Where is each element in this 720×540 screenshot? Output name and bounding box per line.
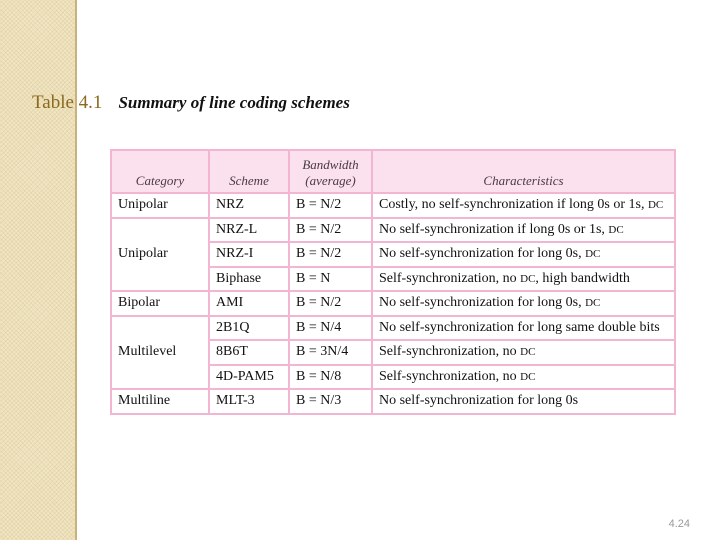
dc-label: DC xyxy=(585,248,601,261)
scheme-cell: 2B1Q xyxy=(209,316,289,341)
scheme-cell: Biphase xyxy=(209,267,289,292)
table-caption: Summary of line coding schemes xyxy=(118,93,350,112)
scheme-cell: 4D-PAM5 xyxy=(209,365,289,390)
decorative-side-strip xyxy=(0,0,77,540)
dc-label: DC xyxy=(520,346,536,359)
table-row xyxy=(111,389,675,414)
characteristics-cell xyxy=(372,365,675,390)
characteristics-text: Self-synchronization, no xyxy=(379,270,517,286)
characteristics-text: Self-synchronization, no xyxy=(379,368,517,384)
scheme-cell: NRZ xyxy=(209,193,289,218)
header-bandwidth-line1: Bandwidth xyxy=(302,157,359,172)
dc-label: DC xyxy=(520,272,536,285)
bandwidth-cell: B = N xyxy=(289,267,372,292)
category-cell: Multilevel xyxy=(111,316,209,390)
characteristics-text: No self-synchronization for long 0s, xyxy=(379,295,582,311)
table-header-row xyxy=(111,150,675,193)
page-number: 4.24 xyxy=(668,518,690,530)
characteristics-text: No self-synchronization if long 0s or 1s, xyxy=(379,221,605,237)
bandwidth-cell: B = N/2 xyxy=(289,193,372,218)
characteristics-cell xyxy=(372,193,675,218)
scheme-cell: NRZ-L xyxy=(209,218,289,243)
characteristics-cell xyxy=(372,218,675,243)
characteristics-cell: No self-synchronization for long 0s xyxy=(372,389,675,414)
characteristics-cell xyxy=(372,242,675,267)
characteristics-text: Self-synchronization, no xyxy=(379,344,517,360)
scheme-cell: 8B6T xyxy=(209,340,289,365)
scheme-cell: MLT-3 xyxy=(209,389,289,414)
characteristics-text-suffix: , high bandwidth xyxy=(535,270,630,286)
dc-label: DC xyxy=(520,370,536,383)
characteristics-text: Costly, no self-synchronization if long 0s or 1s, xyxy=(379,197,645,213)
header-category: Category xyxy=(111,150,209,193)
table-title xyxy=(32,92,350,114)
category-cell: Bipolar xyxy=(111,291,209,316)
bandwidth-cell: B = N/8 xyxy=(289,365,372,390)
dc-label: DC xyxy=(608,223,624,236)
scheme-cell: NRZ-I xyxy=(209,242,289,267)
header-scheme: Scheme xyxy=(209,150,289,193)
table-row xyxy=(111,316,675,341)
scheme-cell: AMI xyxy=(209,291,289,316)
table-row xyxy=(111,193,675,218)
category-cell: Unipolar xyxy=(111,218,209,292)
table-row xyxy=(111,291,675,316)
table-row xyxy=(111,218,675,243)
dc-label: DC xyxy=(647,199,664,212)
characteristics-text: No self-synchronization for long 0s, xyxy=(379,246,582,262)
header-bandwidth xyxy=(289,150,372,193)
line-coding-table xyxy=(110,149,676,415)
bandwidth-cell: B = N/3 xyxy=(289,389,372,414)
bandwidth-cell: B = 3N/4 xyxy=(289,340,372,365)
bandwidth-cell: B = N/2 xyxy=(289,291,372,316)
bandwidth-cell: B = N/2 xyxy=(289,218,372,243)
characteristics-cell: No self-synchronization for long same double bits xyxy=(372,316,675,341)
bandwidth-cell: B = N/2 xyxy=(289,242,372,267)
bandwidth-cell: B = N/4 xyxy=(289,316,372,341)
characteristics-cell xyxy=(372,340,675,365)
dc-label: DC xyxy=(585,297,601,310)
category-cell: Unipolar xyxy=(111,193,209,218)
characteristics-cell xyxy=(372,291,675,316)
table-number: Table 4.1 xyxy=(32,92,103,113)
header-bandwidth-line2: (average) xyxy=(305,173,356,188)
category-cell: Multiline xyxy=(111,389,209,414)
header-characteristics: Characteristics xyxy=(372,150,675,193)
characteristics-cell xyxy=(372,267,675,292)
